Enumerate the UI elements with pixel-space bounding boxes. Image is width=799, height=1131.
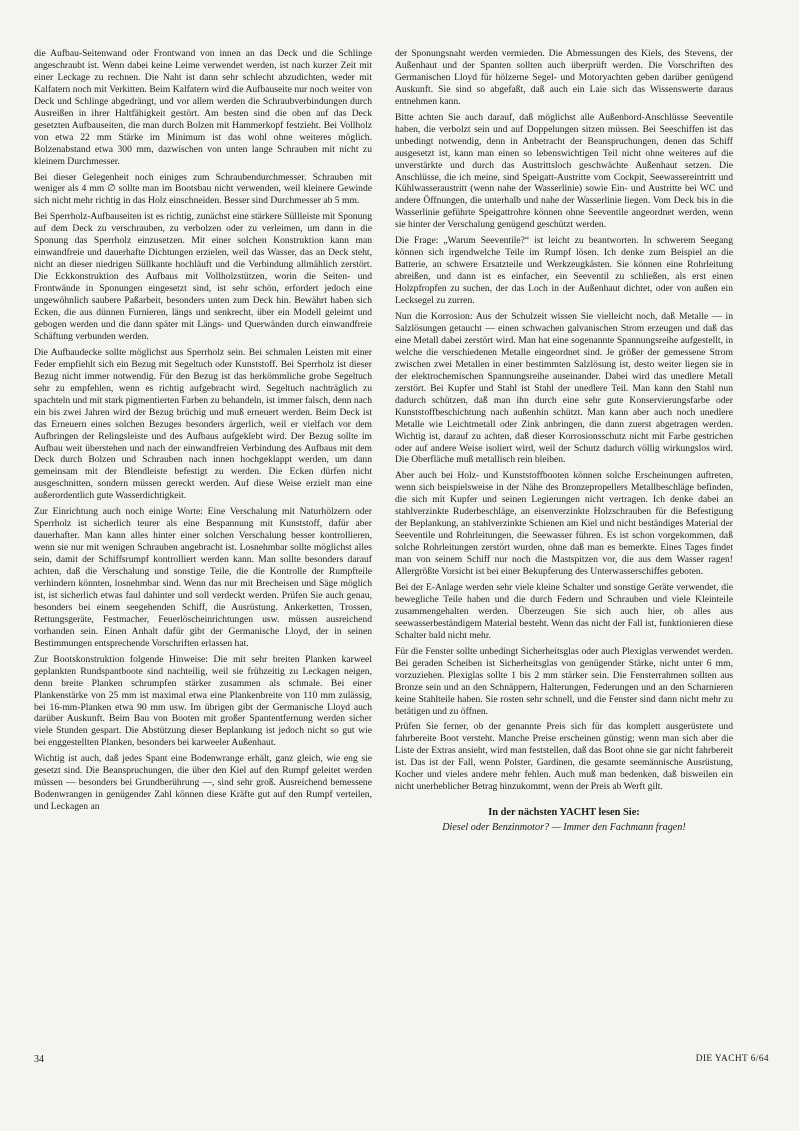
paragraph: Bei der E-Anlage werden sehr viele kleine Schalter und sonstige Geräte verwendet, die bewegliche Teile haben und die durch Federn und Schrauben und viele Kleinteile zusammengehalten werden. Überzeugen Sie sich auch hier, ob alles aus seewasserbeständigem Material besteht. Wenn das nicht der Fall ist, funktionieren diese Schalter bald nicht mehr. [395,581,733,641]
magazine-issue-reference: DIE YACHT 6/64 [695,1054,769,1064]
left-column [34,48,372,817]
paragraph: Zur Bootskonstruktion folgende Hinweise: Die mit sehr breiten Planken karweel geplankten Rundspantboote sind nachteilig, weil sie frühzeitig zu Leckagen neigen, denn breite Planken schrumpfen stärker zusammen als schmale. Bei einer Plankenstärke von 25 mm ist maximal etwa eine Plankenbreite von 110 mm zulässig, bei 16-mm-Planken etwa 90 mm usw. Im übrigen gibt der Germanische Lloyd auch darüber Auskunft. Beim Bau von Booten mit großer Spantentfernung werden sicher viele Stunden gespart. Die Abstützung dieser Beplankung ist jedoch nicht so gut wie bei enggestellten Planken, besonders bei karweeler Außenhaut. [34,653,372,749]
paragraph: Die Aufbaudecke sollte möglichst aus Sperrholz sein. Bei schmalen Leisten mit einer Feder empfiehlt sich ein Bezug mit Segeltuch oder Kunststoff. Bei Sperrholz ist dieser Bezug nicht immer notwendig. Für den Bezug ist das herkömmliche grobe Segeltuch sehr zu empfehlen, wenn es richtig aufgebracht wird. Segeltuch nachträglich zu spachteln und mit stark pigmentierten Farben zu behandeln, ist immer falsch, denn nach ein bis zwei Jahren wird der Bezug brüchig und muß erneuert werden. Beim Deck ist das Erneuern eines solchen Bezuges besonders ärgerlich, weil er vielfach vor dem Aufbringen der Relingsleiste und des Aufbaus aufgeklebt wird. Der Bezug sollte im Aufbau weit überstehen und nach der einwandfreien Verbindung des Aufbaus mit dem Deck durch Bolzen und Schrauben nach innen hochgeklappt werden, um dann gemeinsam mit der Blendleiste befestigt zu werden. Die Ecken dürfen nicht ausgeschnitten, sondern müssen gereckt werden. Auf diese Weise erzielt man eine außerordentlich gute Wasserdichtigkeit. [34,346,372,502]
paragraph: Bei Sperrholz-Aufbauseiten ist es richtig, zunächst eine stärkere Süllleiste mit Sponung auf dem Deck zu verschrauben, zu verbolzen oder zu verleimen, um dann in die Sponung das Sperrholz einzusetzen. Mit einer solchen Konstruktion kann man einwandfreie und dauerhafte Dichtungen erzielen, weil das Wasser, das an Deck steht, nicht an dieser niedrigen Süllkante hochläuft und die Verbindung allmählich zerstört. Die Eckkonstruktion des Aufbaus mit Vollholzstützen, worin die Seiten- und Frontwände in Sponungen eingesetzt sind, ist sehr schön, erfordert jedoch eine ungewöhnlich saubere Paßarbeit, besonders unten zum Deck hin. Bewährt haben sich Ecken, die aus dünnen Furnieren, längs und senkrecht, über ein Modell geleimt und gebogen werden und die dann später mit Längs- und Querwänden durch einwandfreie Schäftung verbunden werden. [34,211,372,342]
next-issue-teaser [395,807,733,834]
paragraph: der Sponungsnaht werden vermieden. Die Abmessungen des Kiels, des Stevens, der Außenhaut und der Spanten sollten auch überprüft werden. Die Vorschriften des Germanischen Lloyd für hölzerne Segel- und Motoryachten geben darüber genügend Auskunft. Sie sind so abgefaßt, daß auch ein Laie sich das Wissenswerte daraus entnehmen kann. [395,48,733,107]
paragraph: die Aufbau-Seitenwand oder Frontwand von innen an das Deck und die Schlinge angeschraubt ist. Wenn dabei keine Leime verwendet werden, ist nach kurzer Zeit mit einer Leckage zu rechnen. Die Naht ist dann sehr schlecht abzudichten, weder mit Kalfatern noch mit Verkitten. Beim Kalfatern wird die Aufbauseite nur noch weiter von Deck und Schlinge abgedrängt, und vor allem werden die Schraubverbindungen durch Ausreißen in ihrer Haltfähigkeit gestört. Am besten sind die oben auf das Deck gesetzten Aufbauseiten, die man durch Bolzen mit Hammerkopf festzieht. Bei Vollholz von etwa 22 mm Stärke im Minimum ist das wohl ohne weiteres möglich. Bolzenabstand etwa 300 mm, dazwischen von unten lange Schrauben mit nicht zu kleinem Durchmesser. [34,48,372,167]
paragraph: Nun die Korrosion: Aus der Schulzeit wissen Sie vielleicht noch, daß Metalle — in Salzlösungen getaucht — einen schwachen galvanischen Strom erzeugen und daß das eine Metall dabei zerstört wird. Man hat eine sogenannte Spannungsreihe aufgestellt, in welche die verschiedenen Metalle eingeordnet sind. Je größer der gemessene Strom zwischen zwei Metallen in einer bestimmten Salzlösung ist, desto weiter liegen sie in der elektrochemischen Spannungsreihe auseinander. Dabei wird das unedlere Metall zerstört. Bei Kupfer und Stahl ist Stahl der unedlere Teil. Man kann den Stahl nun dadurch schützen, daß man ihn durch eine sehr gute Konservierungsfarbe oder Kunststoffbeschichtung nach außenhin schützt. Man kann aber auch noch unedlere Metalle wie Leichtmetall oder Zink anbringen, die dann zuerst abgetragen werden. Wichtig ist, darauf zu achten, daß dieser Korrosionsschutz nicht mit Farbe gestrichen oder auf andere Weise isoliert wird, weil der Schutz dadurch völlig wirkungslos wird. Die Oberfläche muß metallisch rein bleiben. [395,311,733,466]
page-number: 34 [34,1054,44,1065]
paragraph: Prüfen Sie ferner, ob der genannte Preis sich für das komplett ausgerüstete und fahrbereite Boot versteht. Manche Preise erscheinen günstig; wenn man sich aber die Liste der Extras ansieht, wird man feststellen, daß das Boot ohne sie gar nicht fahrbereit ist. Das ist der Fall, wenn Polster, Gardinen, die gesamte seemännische Ausrüstung, Kocher und vieles andere mehr fehlen. Auch muß man bedenken, daß bisweilen ein nicht unerheblicher Betrag hinzukommt, wenn der Preis ab Werft gilt. [395,721,733,793]
paragraph: Bei dieser Gelegenheit noch einiges zum Schraubendurchmesser. Schrauben mit weniger als 4 mm ∅ sollte man im Bootsbau nicht verwenden, weil kleinere Gewinde sich nicht mehr richtig in das Holz einschneiden. Besser sind Durchmesser ab 5 mm. [34,171,372,207]
paragraph: Wichtig ist auch, daß jedes Spant eine Bodenwrange erhält, ganz gleich, wie eng sie gesetzt sind. Die Beanspruchungen, die über den Kiel auf den Rumpf geleitet werden müssen — besonders bei Grundberührung —, sind sehr groß. Ausreichend bemessene Bodenwrangen in genügender Zahl können diese Kräfte gut auf den Rumpf verteilen, und Leckagen an [34,753,372,813]
paragraph: Aber auch bei Holz- und Kunststoffbooten können solche Erscheinungen auftreten, wenn sich beispielsweise in der Nähe des Bronzepropellers Metallbeschläge befinden, die sich mit Kupfer und seinen Legierungen nicht vertragen. Ich denke dabei an stahlverzinkte Ruderbeschläge, an eisenverzinkte Holzschrauben für die Befestigung der Beplankung, an stahlverzinkte Schienen am Kiel und nicht beständiges Material der Seeventile und Rohrleitungen, die Seewasser führen. Es ist schon vorgekommen, daß solche Rohrleitungen zerstört wurden, ohne daß man es bemerkte. Eines Tages findet man von seinem Schiff nur noch die Mastspitzen vor, die aus dem Wasser ragen! Allergrößte Vorsicht ist bei einer Bekupferung des Unterwasserschiffes geboten. [395,470,733,578]
paragraph: Die Frage: „Warum Seeventile?“ ist leicht zu beantworten. In schwerem Seegang können sich irgendwelche Teile im Rumpf lösen. Ich denke zum Beispiel an die Batterie, an schwere Ersatzteile und Werkzeugkästen. Sie können eine Rohrleitung abreißen, und dann ist es einfacher, ein Seeventil zu schließen, als erst einen Holzpfropfen zu suchen, der das Loch in der Außenhaut dichtet, oder von außen ein Lecksegel zu zurren. [395,235,733,307]
paragraph: Für die Fenster sollte unbedingt Sicherheitsglas oder auch Plexiglas verwendet werden. Bei geraden Scheiben ist Sicherheitsglas von genügender Stärke, nicht unter 6 mm, vorzuziehen. Plexiglas sollte 1 bis 2 mm stärker sein. Die Fensterrahmen sollten aus Bronze sein und an den Schnäppern, Halterungen, Federungen und an den Scharnieren keine Stahlteile haben. Sie rosten sehr schnell, und die Fenster sind dann nicht mehr zu betätigen und zu öffnen. [395,645,733,717]
right-column [395,48,733,834]
next-issue-heading: In der nächsten YACHT lesen Sie: [488,807,640,819]
next-issue-topic: Diesel oder Benzinmotor? — Immer den Fachmann fragen! [442,822,686,834]
paragraph: Bitte achten Sie auch darauf, daß möglichst alle Außenbord-Anschlüsse Seeventile haben, die verbolzt sein und auf Doppelungen sitzen müssen. Bei Seeschiffen ist das unbedingt notwendig, denn in Anbetracht der Beanspruchungen, denen das Schiff ausgesetzt ist, kann man einen so lebenswichtigen Teil nicht ohne weiteres auf die unverstärkte und durch das Austrittsloch geschwächte Außenhaut setzen. Die Anschlüsse, die ich meine, sind Speigatt-Austritte vom Cockpit, Seewassereintritt und Kühlwasseraustritt (wenn nahe der Wasserlinie) sowie Ein- und Austritte bei WC und andere Öffnungen, die unterhalb und nahe der Wasserlinie liegen. Vom Deck bis in die Wasserlinie geführte Speigattrohre können ohne Seeventile angeordnet werden, wenn sie hinter der Verschalung genügend geschützt werden. [395,111,733,231]
paragraph: Zur Einrichtung auch noch einige Worte: Eine Verschalung mit Naturhölzern oder Sperrholz ist sicherlich teurer als eine Bespannung mit Kunststoff, dafür aber dauerhafter. Man kann alles hinter einer solchen Verschalung besser kontrollieren, wenn sie nur mit wenigen Schrauben angebracht ist. Losnehmbar sollte möglichst alles sein, damit der Schiffsrumpf kontrolliert werden kann. Man sollte besonders darauf achten, daß die Verschalung und sonstige Teile, die die Kontrolle der Rumpfteile verhindern könnten, losnehmbar sind. Wenn das nur mit Brecheisen und Säge möglich ist, ist sicherlich etwas faul dahinter und soll verdeckt werden. Prüfen Sie auch genau, besonders bei einem seegehenden Schiff, die Ausrüstung. Ankerketten, Trossen, Rettungsgeräte, Festmacher, Feuerlöscheinrichtungen usw. müssen ausreichend vorhanden sein. Einen Anhalt dafür gibt der Germanische Lloyd, der in seinen Bestimmungen entsprechende Vorschriften erlassen hat. [34,506,372,649]
